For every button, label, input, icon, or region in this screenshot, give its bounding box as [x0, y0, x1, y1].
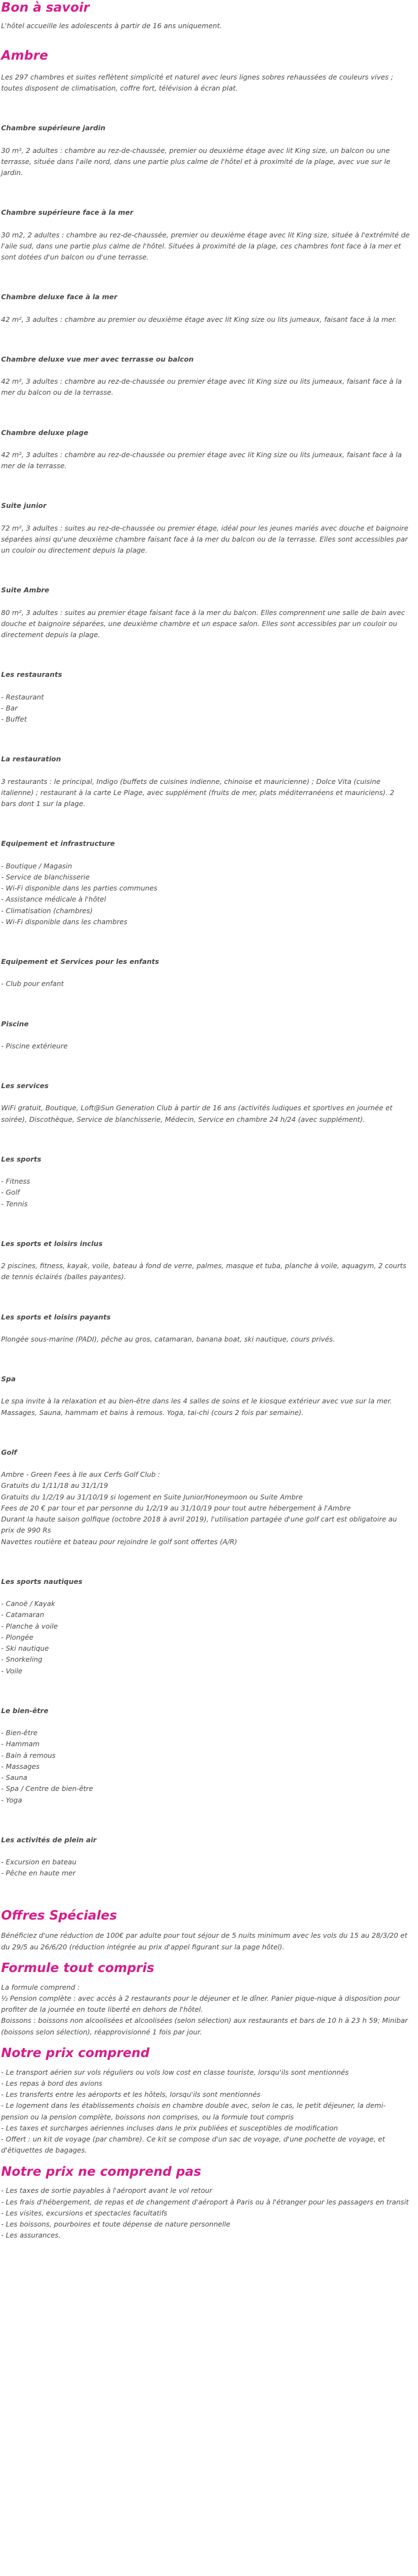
- amenity-group: [1, 1019, 411, 1052]
- amenity-group: [1, 1238, 411, 1283]
- section-text: La formule comprend : ½ Pension complète : avec accès à 2 restaurants pour le déjeuner et le dîner. Panier pique-nique à disposition pour profiter de la journée en toute liberté en dehors de l'hôtel. Boissons : boissons non alcoolisées et alcoolisées (selon sélection) aux restaurants et bars de 10 h à 23 h 59; Minibar (boissons selon sélection), réapprovisionné 1 fois par jour.: [1, 1983, 408, 2036]
- list-item: - Snorkeling: [1, 1655, 42, 1664]
- list-item: - Club pour enfant: [1, 979, 64, 988]
- section-title: Bon à savoir: [1, 1, 90, 15]
- list-item: - Climatisation (chambres): [1, 906, 93, 915]
- amenity-group: [1, 1835, 411, 1879]
- room-description: 42 m², 3 adultes : chambre au rez-de-chaussée ou premier étage avec lit King size ou lits jumeaux, faisant face à la mer de la terrasse.: [1, 450, 402, 470]
- list-item: - Golf: [1, 1188, 20, 1197]
- amenity-list: [1, 1041, 411, 1052]
- amenity-group-title: Les sports nautiques: [1, 1577, 83, 1586]
- section-text: L'hôtel accueille les adolescents à partir de 16 ans uniquement.: [1, 21, 222, 30]
- list-item: - Spa / Centre de bien-être: [1, 1784, 93, 1793]
- amenity-list: [1, 692, 411, 725]
- room-type: [1, 427, 411, 472]
- section-text: - Les taxes de sortie payables à l'aéroport avant le vol retour - Les frais d'hébergement, de repas et de changement d'aéroport à Paris ou à l'étranger pour les passagers en transit - Les visites, excursions et spectacles facultatifs - Les boissons, pourboires et toute dépense de nature personnelle - Les assurances.: [1, 2186, 409, 2240]
- list-item: - Sauna: [1, 1773, 28, 1782]
- list-item: - Buffet: [1, 715, 27, 723]
- list-item: - Planche à voile: [1, 1621, 58, 1630]
- amenity-text: 3 restaurants : le principal, Indigo (buffets de cuisines indienne, chinoise et mauricienne) ; Dolce Vita (cuisine italienne) ; restaurant à la carte Le Plage, avec supplément (fruits de mer, plats méditerranéens et mauriciens). 2 bars dont 1 sur la plage.: [1, 777, 394, 808]
- room-name: Suite Ambre: [1, 586, 50, 595]
- amenity-group: [1, 1154, 411, 1210]
- amenity-list: [1, 1727, 411, 1806]
- amenity-group: [1, 956, 411, 990]
- list-item: - Yoga: [1, 1795, 22, 1804]
- section-text: Bénéficiez d'une réduction de 100€ par adulte pour tout séjour de 5 nuits minimum avec les vols du 15 au 28/3/20 et du 29/5 au 26/6/20 (réduction intégrée au prix d'appel figurant sur la page hôtel).: [1, 1931, 408, 1951]
- room-description: 42 m², 3 adultes : chambre au rez-de-chaussée ou premier étage avec lit King size ou lits jumeaux, faisant face à la mer du balcon ou de la terrasse.: [1, 377, 402, 397]
- section-title: Notre prix ne comprend pas: [1, 2164, 201, 2179]
- amenity-group: [1, 1576, 411, 1677]
- amenity-group: [1, 1312, 411, 1345]
- amenity-list: [1, 1598, 411, 1677]
- amenity-group: [1, 754, 411, 809]
- room-description: 30 m², 2 adultes : chambre au rez-de-chaussée, premier ou deuxième étage avec lit King size, un balcon ou une terrasse, située dans l'aile nord, dans une partie plus calme de l'hôtel et à proximité de la plage, avec vue sur le jardin.: [1, 146, 390, 177]
- amenity-group-title: La restauration: [1, 755, 61, 764]
- amenity-text: Plongée sous-marine (PADI), pêche au gros, catamaran, banana boat, ski nautique, cours privés.: [1, 1334, 335, 1343]
- list-item: - Restaurant: [1, 692, 44, 701]
- list-item: - Boutique / Magasin: [1, 861, 72, 870]
- amenity-list: [1, 861, 411, 928]
- amenity-group-title: Equipement et Services pour les enfants: [1, 957, 159, 966]
- amenity-group-title: Golf: [1, 1448, 17, 1456]
- list-item: - Catamaran: [1, 1610, 44, 1619]
- list-item: - Assistance médicale à l'hôtel: [1, 895, 106, 904]
- room-description: 42 m², 3 adultes : chambre au premier ou deuxième étage avec lit King size ou lits jumeaux, faisant face à la mer.: [1, 315, 397, 324]
- amenity-group-title: Le bien-être: [1, 1706, 49, 1715]
- section-title: Formule tout compris: [1, 1960, 154, 1975]
- room-description: 30 m2, 2 adultes : chambre au rez-de-chaussée, premier ou deuxième étage avec lit King size, située à l'extrémité de l'aile sud, dans une partie plus calme de l'hôtel. Situées à proximité de la plage, ces chambres font face à la mer et sont dotées d'un balcon ou d'une terrasse.: [1, 230, 410, 261]
- amenity-list: [1, 1176, 411, 1210]
- room-description: 80 m², 3 adultes : suites au premier étage faisant face à la mer du balcon. Elles comprennent une salle de bain avec douche et baignoire séparées, une deuxième chambre et un espace salon. Elles sont accessibles par un couloir ou directement depuis la plage.: [1, 608, 405, 639]
- amenity-group-title: Les sports et loisirs inclus: [1, 1239, 103, 1248]
- list-item: - Wi-Fi disponible dans les chambres: [1, 917, 127, 926]
- list-item: - Fitness: [1, 1177, 30, 1185]
- room-name: Chambre supérieure face à la mer: [1, 208, 133, 217]
- amenity-group: [1, 1080, 411, 1125]
- room-type: [1, 123, 411, 178]
- list-item: - Bain à remous: [1, 1751, 56, 1759]
- list-item: - Pêche en haute mer: [1, 1869, 76, 1878]
- room-type: [1, 585, 411, 640]
- list-item: - Ski nautique: [1, 1644, 49, 1652]
- section-bon-a-savoir: [1, 0, 411, 31]
- amenity-group-title: Les sports et loisirs payants: [1, 1312, 111, 1321]
- room-name: Suite junior: [1, 501, 47, 510]
- ambre-intro: Les 297 chambres et suites reflètent simplicité et naturel avec leurs lignes sobres rehaussées de couleurs vives ; toutes disposent de climatisation, coffre fort, télévision à écran plat.: [1, 72, 393, 92]
- room-type: [1, 291, 411, 325]
- amenity-text: WiFi gratuit, Boutique, Loft@Sun Generation Club à partir de 16 ans (activités ludiques et sportives en journée et soirée), Discothèque, Service de blanchisserie, Médecin, Service en chambre 24 h/24 (avec supplément).: [1, 1104, 393, 1123]
- amenity-text: Ambre - Green Fees à Ile aux Cerfs Golf Club : Gratuits du 1/11/18 au 31/1/19 Gratuits du 1/2/19 au 31/10/19 si logement en Suite Junior/Honeymoon ou Suite Ambre Fees de 20 € par tour et par personne du 1/2/19 au 31/10/19 pour tout autre hébergement à l'Ambre Durant la haute saison golfique (octobre 2018 à avril 2019), l'utilisation partagée d'une golf cart est obligatoire au prix de 990 Rs Navettes routière et bateau pour rejoindre le golf sont offertes (A/R): [1, 1470, 397, 1546]
- room-list: [1, 123, 411, 640]
- amenity-groups: [1, 669, 411, 1879]
- room-name: Chambre deluxe plage: [1, 428, 89, 437]
- amenity-list: [1, 1857, 411, 1879]
- amenity-group-title: Piscine: [1, 1019, 29, 1028]
- list-item: - Tennis: [1, 1199, 28, 1208]
- room-description: 72 m², 3 adultes : suites au rez-de-chaussée ou premier étage, idéal pour les jeunes mariés avec douche et baignoire séparées ainsi qu'une deuxième chambre faisant face à la mer du balcon ou de la terrasse. Elles sont accessibles par un couloir ou directement depuis la plage.: [1, 523, 409, 554]
- list-item: - Excursion en bateau: [1, 1858, 77, 1866]
- list-item: - Hammam: [1, 1740, 40, 1748]
- room-name: Chambre deluxe vue mer avec terrasse ou balcon: [1, 354, 194, 363]
- amenity-group: [1, 1374, 411, 1418]
- list-item: - Massages: [1, 1762, 40, 1771]
- amenity-group-title: Les restaurants: [1, 670, 62, 679]
- section-offres: [1, 1908, 411, 1953]
- section-title: Ambre: [1, 49, 49, 63]
- amenity-group-title: Les sports: [1, 1154, 41, 1163]
- amenity-group-title: Spa: [1, 1375, 16, 1383]
- room-type: [1, 354, 411, 399]
- list-item: - Plongée: [1, 1632, 34, 1641]
- section-ambre: [1, 48, 411, 1879]
- amenity-group-title: Les services: [1, 1082, 49, 1090]
- section-formule: [1, 1960, 411, 2038]
- section-title: Offres Spéciales: [1, 1908, 117, 1923]
- list-item: - Bien-être: [1, 1729, 38, 1737]
- list-item: - Canoë / Kayak: [1, 1599, 55, 1608]
- room-name: Chambre supérieure jardin: [1, 124, 106, 132]
- amenity-group-title: Les activités de plein air: [1, 1835, 97, 1844]
- room-name: Chambre deluxe face à la mer: [1, 293, 117, 301]
- list-item: - Piscine extérieure: [1, 1041, 68, 1050]
- amenity-text: Le spa invite à la relaxation et au bien-être dans les 4 salles de soins et le kiosque extérieur avec vue sur la mer. Massages, Sauna, hammam et bains à remous. Yoga, tai-chi (cours 2 fois par semaine).: [1, 1397, 392, 1417]
- list-item: - Wi-Fi disponible dans les parties communes: [1, 884, 158, 892]
- room-type: [1, 207, 411, 263]
- section-prix-comprend: [1, 2045, 411, 2156]
- amenity-group: [1, 669, 411, 725]
- section-text: - Le transport aérien sur vols réguliers ou vols low cost en classe touriste, lorsqu'ils sont mentionnés - Les repas à bord des avions - Les transferts entre les aéroports et les hôtels, lorsqu'ils sont mentionnés - Le logement dans les établissements choisis en chambre double avec, selon le cas, le petit déjeuner, la demi-pension ou la pension complète, boissons non comprises, ou la formule tout compris - Les taxes et surcharges aériennes incluses dans le prix publiées et susceptibles de modification - Offert : un kit de voyage (par chambre). Ce kit se compose d'un sac de voyage, d'une pochette de voyage, et d'étiquettes de bagages.: [1, 2068, 386, 2155]
- section-prix-ne-comprend: [1, 2164, 411, 2241]
- amenity-group: [1, 1705, 411, 1806]
- list-item: - Bar: [1, 703, 18, 712]
- section-title: Notre prix comprend: [1, 2045, 150, 2060]
- amenity-group: [1, 838, 411, 927]
- amenity-group: [1, 1447, 411, 1547]
- amenity-text: 2 piscines, fitness, kayak, voile, bateau à fond de verre, palmes, masque et tuba, planche à voile, aquagym, 2 courts de tennis éclairés (balles payantes).: [1, 1262, 406, 1281]
- list-item: - Voile: [1, 1666, 23, 1675]
- list-item: - Service de blanchisserie: [1, 872, 90, 881]
- amenity-group-title: Equipement et infrastructure: [1, 839, 115, 848]
- room-type: [1, 500, 411, 556]
- amenity-list: [1, 978, 411, 989]
